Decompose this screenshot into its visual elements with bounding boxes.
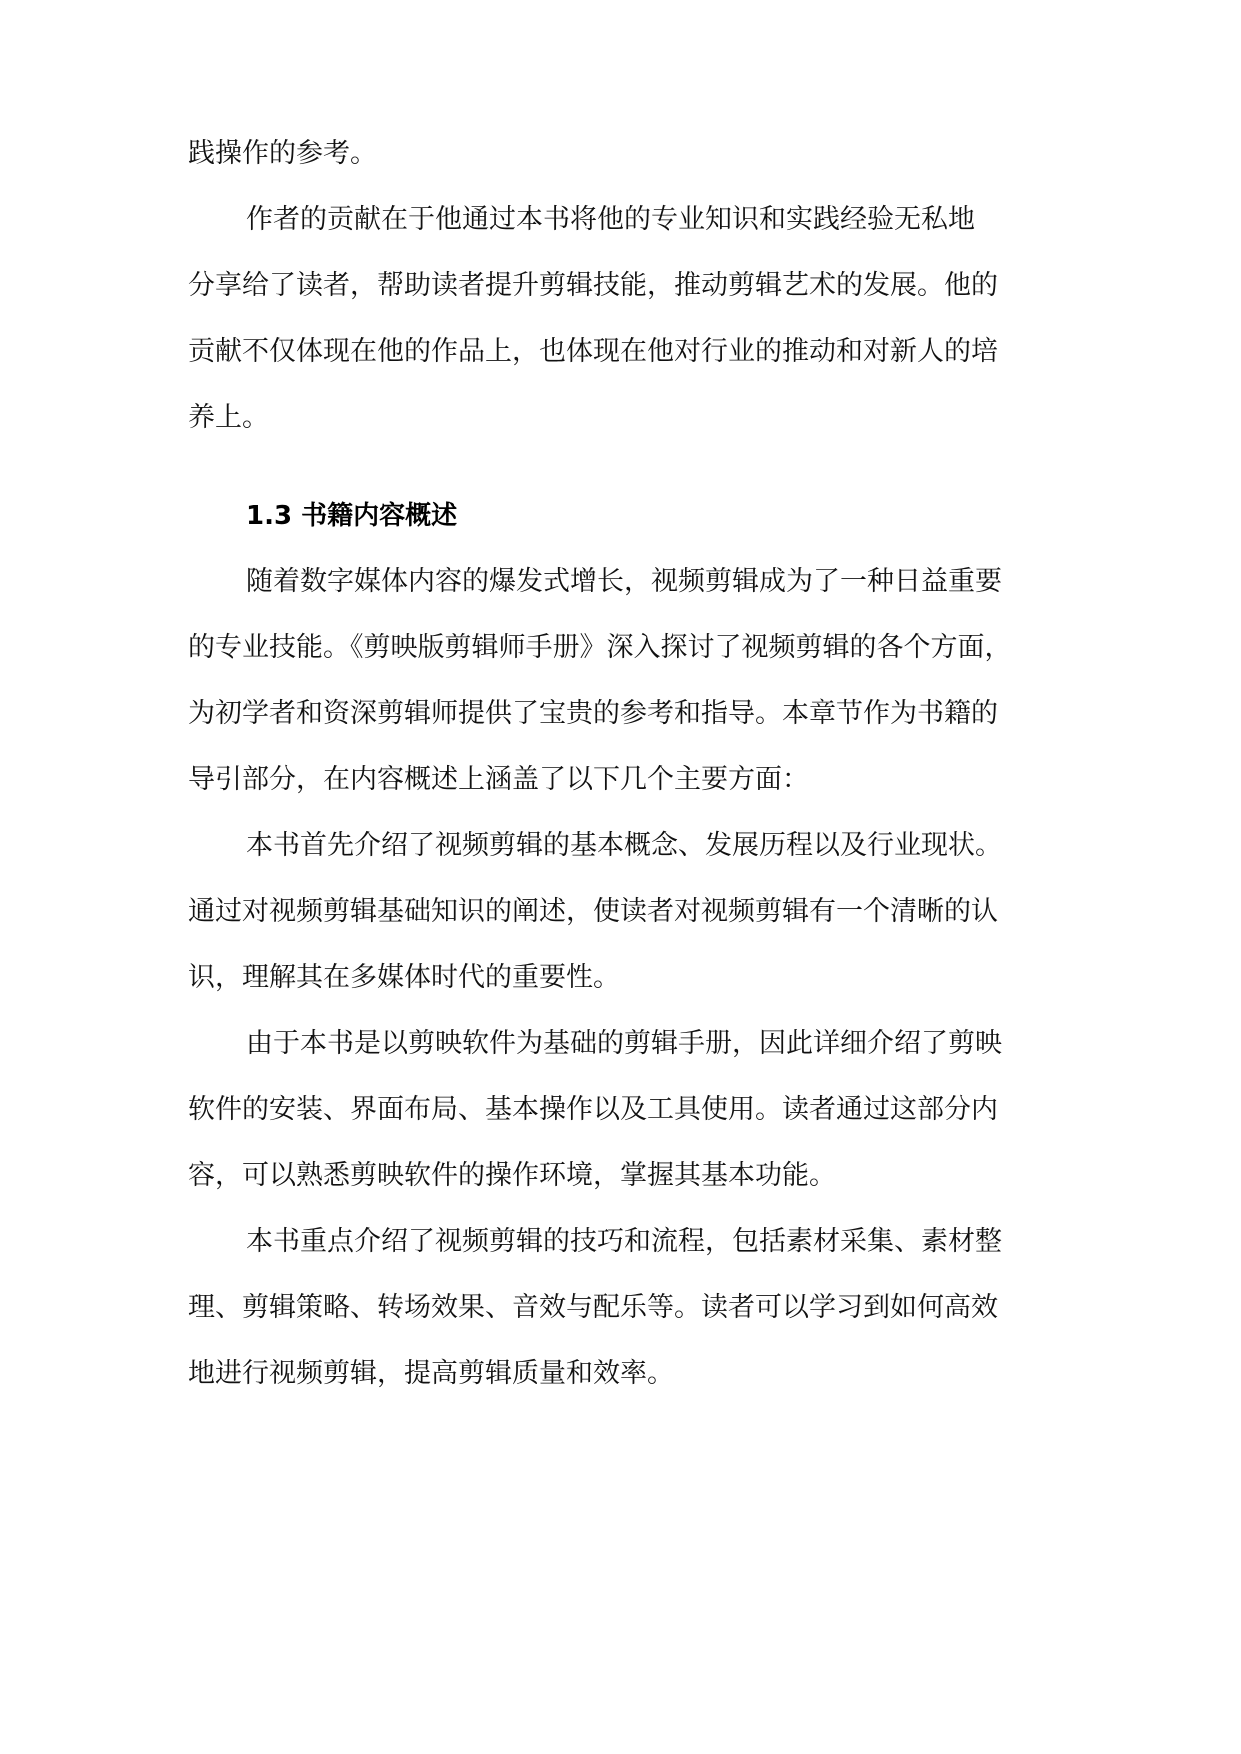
text-line: 随着数字媒体内容的爆发式增长，视频剪辑成为了一种日益重要 [246, 566, 1002, 597]
text-line: 识，理解其在多媒体时代的重要性。 [188, 962, 620, 993]
text-line: 为初学者和资深剪辑师提供了宝贵的参考和指导。本章节作为书籍的 [188, 698, 998, 729]
text-line: 本书重点介绍了视频剪辑的技巧和流程，包括素材采集、素材整 [246, 1226, 1002, 1257]
text-line: 容，可以熟悉剪映软件的操作环境，掌握其基本功能。 [188, 1160, 836, 1191]
text-line: 通过对视频剪辑基础知识的阐述，使读者对视频剪辑有一个清晰的认 [188, 896, 998, 927]
text-line: 作者的贡献在于他通过本书将他的专业知识和实践经验无私地 [246, 204, 975, 235]
text-line: 由于本书是以剪映软件为基础的剪辑手册，因此详细介绍了剪映 [246, 1028, 1002, 1059]
text-line: 地进行视频剪辑，提高剪辑质量和效率。 [188, 1358, 674, 1389]
text-line: 养上。 [188, 402, 269, 433]
text-line: 导引部分，在内容概述上涵盖了以下几个主要方面： [188, 764, 809, 795]
text-line: 理、剪辑策略、转场效果、音效与配乐等。读者可以学习到如何高效 [188, 1292, 998, 1323]
text-line: 践操作的参考。 [188, 138, 377, 169]
text-line: 贡献不仅体现在他的作品上，也体现在他对行业的推动和对新人的培 [188, 336, 998, 367]
section-heading: 1.3 书籍内容概述 [246, 501, 458, 531]
text-line: 软件的安装、界面布局、基本操作以及工具使用。读者通过这部分内 [188, 1094, 998, 1125]
text-line: 分享给了读者，帮助读者提升剪辑技能，推动剪辑艺术的发展。他的 [188, 270, 998, 301]
text-line: 的专业技能。《剪映版剪辑师手册》深入探讨了视频剪辑的各个方面， [188, 632, 1012, 663]
text-line: 本书首先介绍了视频剪辑的基本概念、发展历程以及行业现状。 [246, 830, 1002, 861]
